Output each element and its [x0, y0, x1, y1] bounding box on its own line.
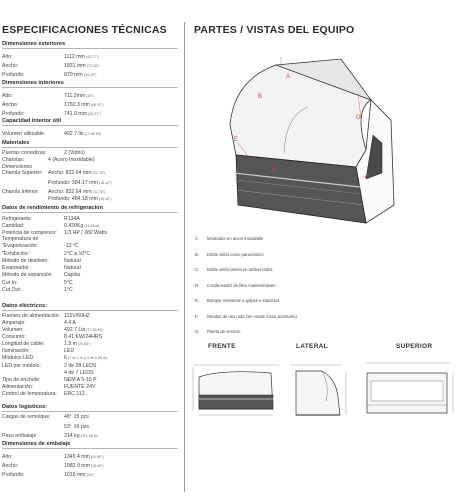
section-heading: Dimensiones interiores	[2, 80, 178, 88]
spec-note: (32.78")	[91, 171, 106, 175]
legend-letter: G.	[195, 329, 200, 334]
spec-note: (29.21")	[87, 112, 101, 116]
spec-note: (74.80")	[76, 342, 91, 346]
spec-value: Ancho: 832.64 mm (32.78")	[48, 170, 106, 176]
spec-value: 6 (2 de 1 m y 4 de 0.25 m)	[64, 355, 108, 361]
section-heading: Materiales	[2, 140, 178, 148]
spec-label: Charola Inferior:	[2, 189, 40, 195]
spec-value: 115V/60HZ	[64, 313, 90, 319]
view-title-lateral: LATERAL	[296, 343, 328, 350]
spec-note: (2 de 1 m y 4 de 0.25 m)	[66, 356, 108, 360]
spec-label: Charola Superior:	[2, 170, 43, 176]
spec-value: ERC 112	[64, 391, 85, 397]
spec-label: Módulos LED:	[2, 355, 35, 361]
legend-item	[195, 236, 263, 241]
spec-value: Ancho: 832.64 mm (32.78")	[48, 189, 106, 195]
callout-g: G	[356, 115, 361, 121]
spec-label: Profundo:	[2, 111, 25, 117]
spec-label: Tipo de enchufe:	[2, 377, 41, 383]
spec-value: -13 °C	[64, 243, 79, 249]
view-title-top: SUPERIOR	[396, 343, 433, 350]
legend-text: Doble vidrio curvo panorámico	[207, 251, 264, 257]
spec-value: FUENTE 24V	[64, 384, 96, 390]
spec-label: Cut In:	[2, 280, 18, 286]
spec-label: Cantidad:	[2, 223, 25, 229]
spec-value: 870 mm (34.25")	[64, 72, 97, 78]
spec-value: 2 de 28 LEDS	[64, 363, 97, 369]
callout-b: B	[258, 94, 263, 100]
legend-letter: D.	[195, 282, 200, 288]
spec-note: (78.06")	[89, 464, 104, 468]
spec-label: Volumen utilizable:	[2, 131, 46, 137]
specs-title: ESPECIFICACIONES TÉCNICAS	[2, 24, 167, 36]
legend-text: Ruedas de uso rudo (Se vende como accesorio)	[207, 313, 297, 319]
spec-value: Profundo: 384.17 mm (15.12")	[48, 180, 112, 186]
spec-label: Alto:	[2, 454, 13, 460]
legend-text: Puerta de servicio	[207, 329, 241, 334]
spec-label: LED por módulo:	[2, 363, 41, 369]
spec-label: Ancho:	[2, 102, 19, 108]
spec-note: (15.12")	[97, 181, 112, 185]
legend-letter: A.	[195, 236, 199, 241]
legend-text: Condensador de libre mantenimiento	[207, 282, 276, 288]
spec-value: 711.2mm (28")	[64, 93, 94, 99]
spec-value: 4 de 7 LEDS	[64, 370, 94, 376]
legend-letter: B.	[195, 251, 199, 257]
spec-value: LED	[64, 348, 75, 354]
spec-label: Refrigerante:	[2, 216, 32, 222]
legend-item	[195, 329, 241, 334]
spec-value: 4 (Acero Inoxidable)	[48, 157, 95, 163]
spec-label: Evaporador	[2, 265, 29, 271]
spec-value: 1750.3 mm (68.91")	[64, 102, 104, 108]
spec-value: Capilar	[64, 272, 81, 278]
spec-value: 2°C a 10°C	[64, 251, 91, 257]
section-heading: Datos de rendimiento de refrigeración	[2, 205, 178, 213]
legend-letter: C.	[195, 267, 200, 272]
spec-value: Natural	[64, 258, 81, 264]
specs-column	[0, 0, 185, 500]
spec-label: "Evaporización:	[2, 243, 38, 249]
legend-item	[195, 252, 264, 257]
spec-value: 1/3 HP / 382 Watts	[64, 230, 108, 236]
spec-note: (40")	[85, 473, 95, 477]
parts-column	[186, 0, 460, 500]
spec-value: 0.420Kg (14.81oz)	[64, 223, 100, 229]
spec-value: 492.7 Lts (17.83 ft3)	[64, 327, 103, 333]
spec-label: Amperaje:	[2, 320, 26, 326]
spec-label: Método de expansión	[2, 272, 52, 278]
spec-label: Iluminación:	[2, 348, 30, 354]
spec-note: (14.81oz)	[83, 224, 100, 228]
spec-note: (72.08")	[85, 64, 100, 68]
spec-label: Ancho:	[2, 63, 19, 69]
spec-label: Ancho:	[2, 463, 19, 469]
column-divider	[184, 22, 185, 492]
spec-note: (43.77")	[84, 55, 99, 59]
legend-item	[195, 283, 276, 288]
spec-label: Puertas corredizas:	[2, 150, 47, 156]
spec-note: (32.78")	[91, 190, 106, 194]
spec-label: Cut Out:	[2, 287, 22, 293]
section-heading: Capacidad interior útil	[2, 118, 178, 126]
spec-label: Dimensiones	[2, 164, 32, 170]
legend-text: Doble vidrio lateral en ambos lados	[207, 267, 273, 272]
spec-value: 1831 mm (72.08")	[64, 63, 100, 69]
section-heading: Dimensiones de embalaje	[2, 441, 178, 449]
spec-note: (34.25")	[82, 73, 97, 77]
spec-value: 53': 16 pzs	[64, 424, 89, 430]
spec-label: Alimentación:	[2, 384, 34, 390]
spec-label: Consumo:	[2, 334, 26, 340]
spec-value: 5°C	[64, 280, 73, 286]
legend-item	[195, 267, 272, 272]
legend-text: Bumper resistente a golpes e impactos	[207, 298, 280, 303]
spec-value: R134A	[64, 216, 80, 222]
spec-value: 1016 mm (40")	[64, 472, 95, 478]
front-view-drawing	[191, 357, 281, 427]
spec-value: 8.41 KW/24HRS	[64, 334, 103, 340]
spec-value: Natural	[64, 265, 81, 271]
spec-label: Profundo:	[2, 72, 25, 78]
spec-label: Alto:	[2, 54, 13, 60]
lateral-view-drawing	[286, 357, 351, 427]
callout-a: A	[286, 74, 291, 80]
spec-value: 1112 mm (43.77")	[64, 54, 99, 60]
spec-value: 741.9 mm (29.21")	[64, 111, 101, 117]
spec-label: Control de temperatura:	[2, 391, 57, 397]
spec-label: Método de deshielo:	[2, 258, 49, 264]
spec-label: "Exhibición:	[2, 251, 29, 257]
spec-note: (17.83 ft3)	[85, 328, 103, 332]
spec-value: 1°C	[64, 287, 73, 293]
spec-value: 2 (Vidrio)	[64, 150, 85, 156]
spec-note: (19.06")	[97, 197, 112, 201]
spec-label: Temperatura de	[2, 236, 39, 242]
section-heading: Datos eléctricos:	[2, 303, 178, 311]
spec-value: NEM A 5-15 P	[64, 377, 97, 383]
spec-label: Fuentes de alimentación:	[2, 313, 60, 319]
spec-label: Cargas de remolque:	[2, 414, 51, 420]
spec-note: (52.95")	[89, 455, 104, 459]
legend-letter: F.	[195, 313, 199, 319]
spec-label: Volumen:	[2, 327, 24, 333]
callout-d: D	[272, 168, 277, 174]
legend-letter: E.	[195, 298, 199, 303]
legend-item	[195, 314, 297, 319]
spec-label: Potencia de compresor:	[2, 230, 57, 236]
section-heading: Datos logísticos:	[2, 404, 178, 412]
equipment-isometric-drawing	[216, 55, 406, 230]
spec-value: 1982.9 mm (78.06")	[64, 463, 104, 469]
parts-title: PARTES / VISTAS DEL EQUIPO	[194, 24, 355, 36]
spec-value: Profundo: 484.18 mm (19.06")	[48, 196, 112, 202]
spec-label: Charolas:	[2, 157, 25, 163]
spec-label: Peso embalaje:	[2, 433, 38, 439]
spec-value: 1.9 m (74.80")	[64, 341, 91, 347]
spec-label: Alto:	[2, 93, 13, 99]
spec-value: 4.4 A	[64, 320, 76, 326]
spec-value: 214 kg (471.96 lb)	[64, 433, 98, 439]
callout-e: E	[234, 137, 239, 143]
spec-value: 492.7 lts (17.83 ft3)	[64, 131, 102, 137]
top-view-drawing	[361, 357, 456, 427]
spec-value: 1345.4 mm (52.95")	[64, 454, 104, 460]
legend-text: Mostrador en acero inoxidable	[207, 236, 264, 241]
legend-item	[195, 298, 279, 303]
spec-value: 48': 15 pzs	[64, 414, 89, 420]
spec-label: Longitud de cable:	[2, 341, 45, 347]
section-heading: Dimensiones exteriores	[2, 41, 178, 49]
callout-c: C	[365, 175, 370, 181]
spec-note: (68.91")	[89, 103, 104, 107]
spec-label: Profundo:	[2, 472, 25, 478]
spec-note: (17.83 ft3)	[83, 132, 102, 136]
spec-note: (28")	[85, 94, 94, 98]
view-title-front: FRENTE	[208, 343, 236, 350]
spec-note: (471.96 lb)	[79, 434, 98, 438]
